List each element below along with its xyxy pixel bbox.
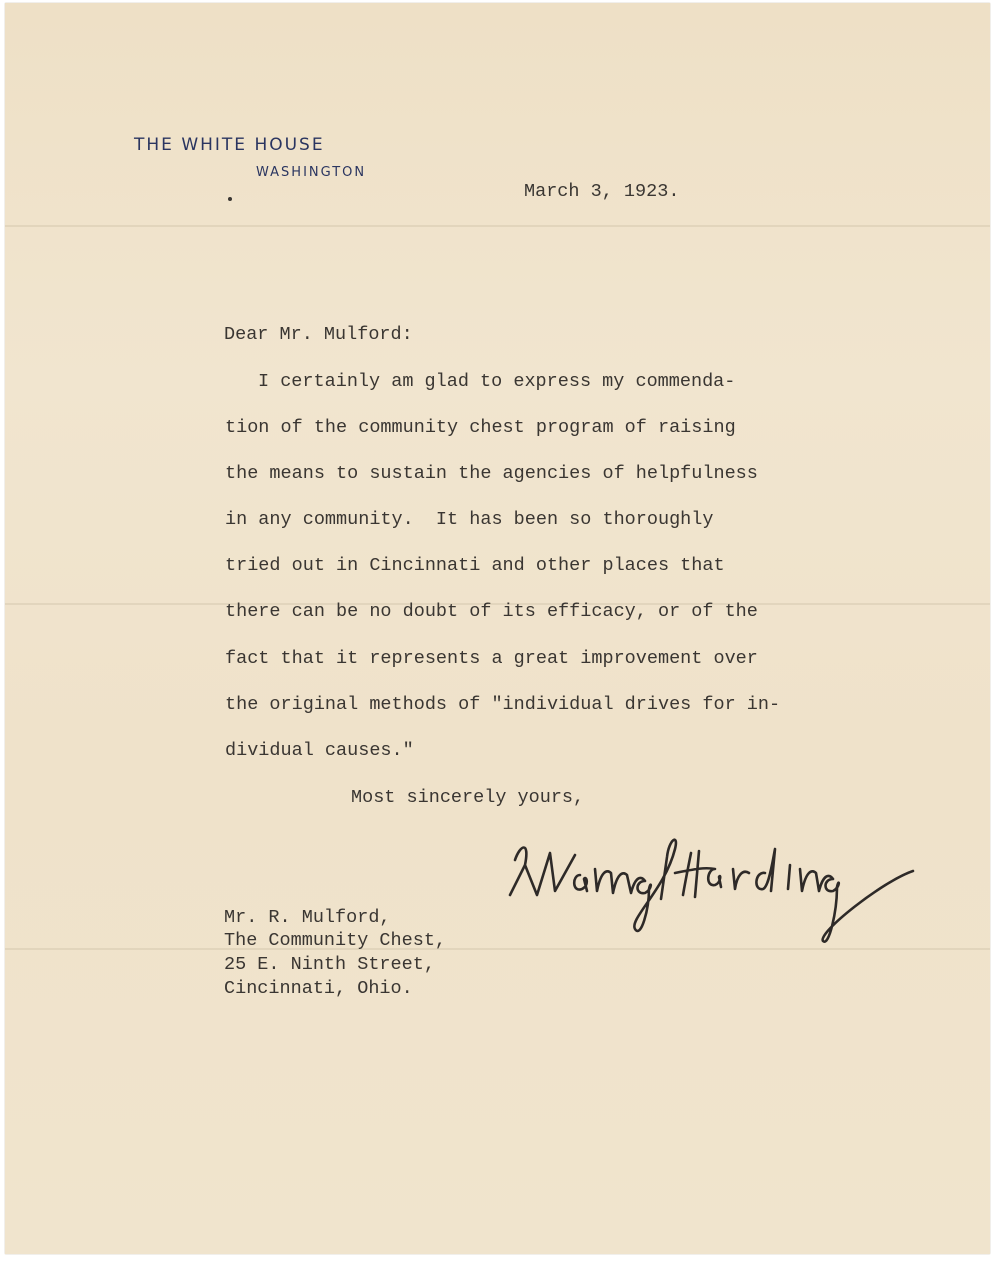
letterhead-title: THE WHITE HOUSE — [134, 135, 325, 155]
letterhead-city: WASHINGTON — [256, 165, 367, 180]
address-line: Mr. R. Mulford, — [224, 907, 391, 928]
address-line: 25 E. Ninth Street, — [224, 954, 435, 975]
letter-date: March 3, 1923. — [524, 181, 680, 202]
body-line: there can be no doubt of its efficacy, or of the — [225, 601, 758, 622]
body-line: tion of the community chest program of raising — [225, 417, 736, 438]
salutation: Dear Mr. Mulford: — [224, 324, 413, 345]
body-line: I certainly am glad to express my commenda- — [258, 371, 736, 392]
letter-paper — [5, 3, 990, 1254]
closing: Most sincerely yours, — [351, 787, 585, 808]
fold-line — [5, 225, 990, 227]
body-line: the original methods of "individual drives for in- — [225, 694, 781, 715]
address-line: Cincinnati, Ohio. — [224, 978, 413, 999]
body-line: fact that it represents a great improvement over — [225, 648, 758, 669]
signature — [495, 825, 985, 950]
body-line: dividual causes." — [225, 740, 414, 761]
address-line: The Community Chest, — [224, 930, 447, 951]
typed-dot — [228, 197, 232, 201]
body-line: the means to sustain the agencies of helpfulness — [225, 463, 758, 484]
body-line: tried out in Cincinnati and other places that — [225, 555, 725, 576]
body-line: in any community. It has been so thoroughly — [225, 509, 714, 530]
